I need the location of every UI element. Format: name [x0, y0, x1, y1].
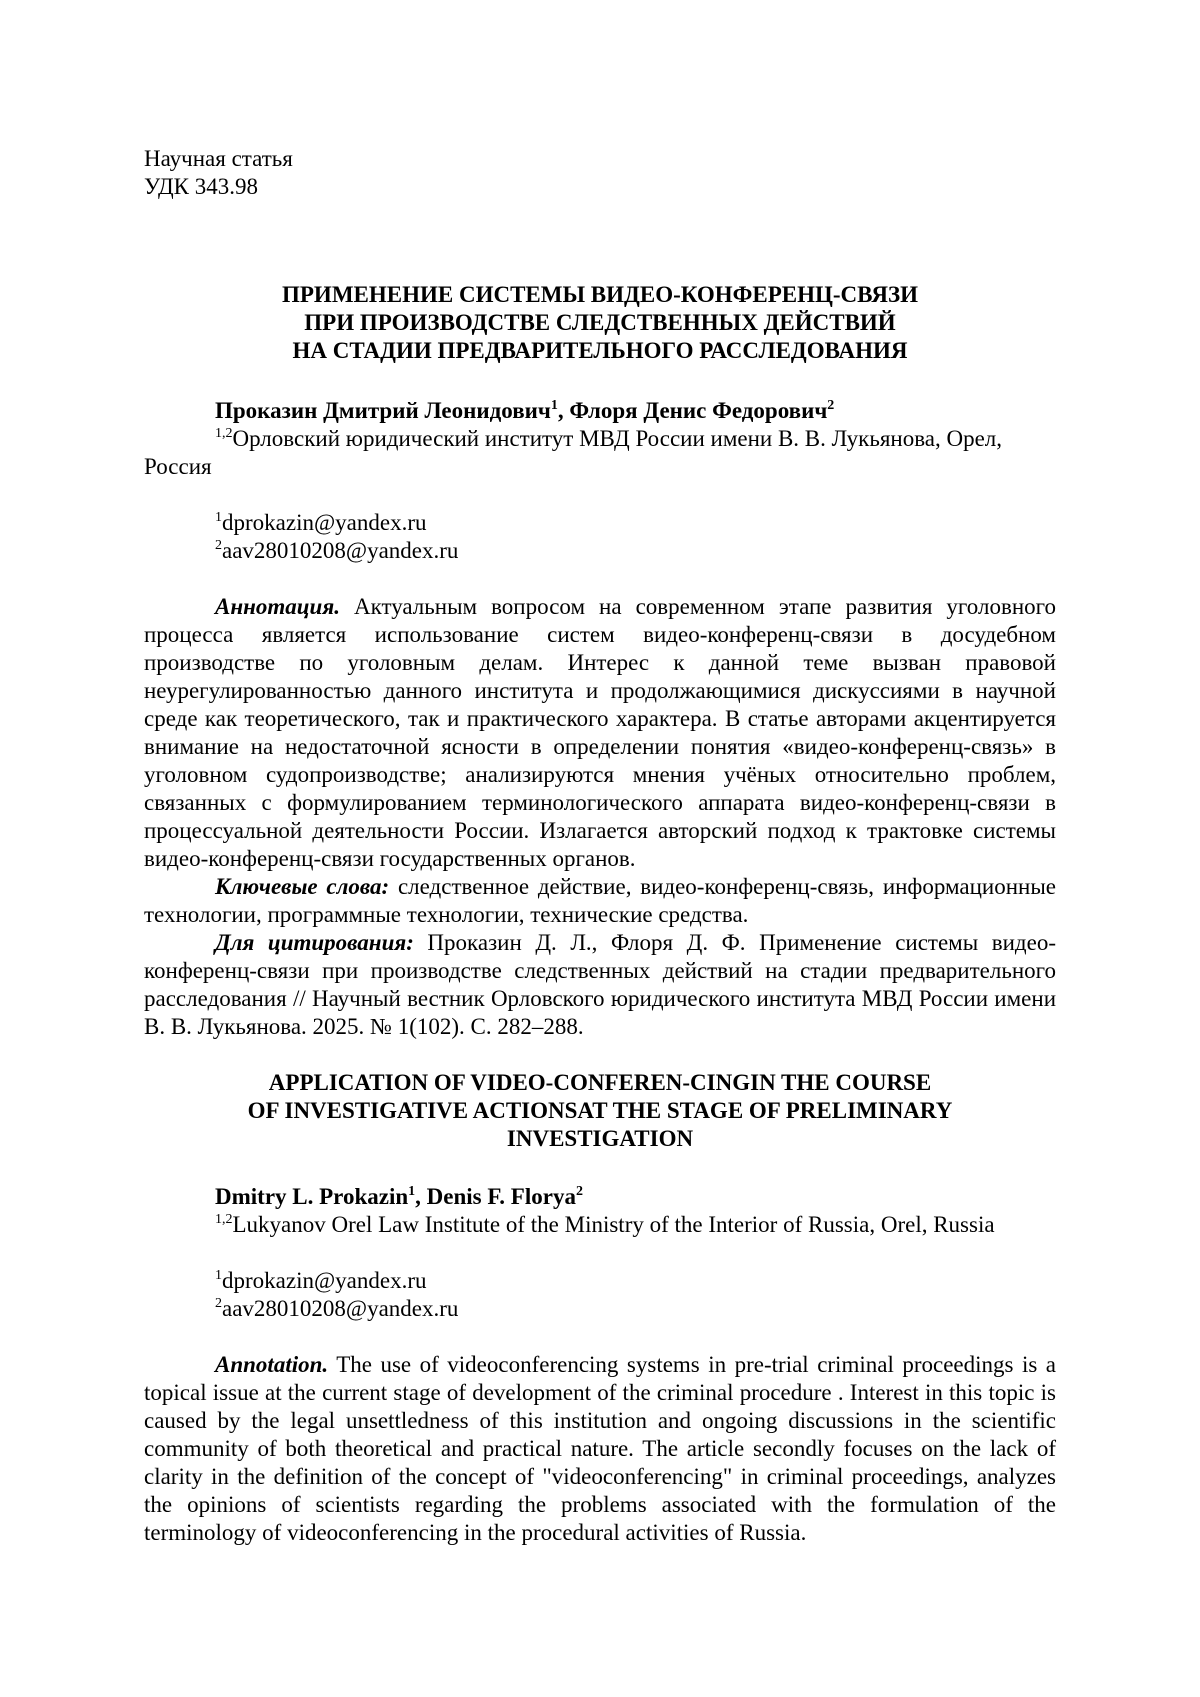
email-link[interactable]: dprokazin@yandex.ru: [222, 1268, 427, 1293]
email-sup: 2: [215, 1296, 222, 1311]
email-link[interactable]: aav28010208@yandex.ru: [222, 538, 459, 563]
annotation-ru: [144, 593, 1056, 873]
author-sup: 1: [550, 398, 558, 413]
email-link[interactable]: dprokazin@yandex.ru: [222, 510, 427, 535]
author-sup: 2: [575, 1184, 583, 1199]
affiliation-sup: 1,2: [215, 1212, 233, 1227]
citation-text: Проказин Д. Л., Флоря Д. Ф. Применение системы видео-конференц-связи при производстве следственных действий на стадии предварительного расследования // Научный вестник Орловского юридического института МВД России имени В. В. Лукьянова. 2025. № 1(102). С. 282–288.: [144, 930, 1056, 1039]
udk-code: УДК 343.98: [144, 174, 258, 199]
annotation-text: The use of videoconferencing systems in pre-trial criminal proceedings is a topical issue at the current stage of development of the criminal procedure . Interest in this topic is caused by the legal unsettledness of this institution and ongoing discussions in the scientific community of both theoretical and practical nature. The article secondly focuses on the lack of clarity in the definition of the concept of "videoconferencing" in criminal proceedings, analyzes the opinions of scientists regarding the problems associated with the formulation of the terminology of videoconferencing in the procedural activities of Russia.: [144, 1352, 1056, 1545]
email-link[interactable]: aav28010208@yandex.ru: [222, 1296, 459, 1321]
title-ru: [144, 281, 1056, 365]
affiliation-en: [144, 1211, 1056, 1239]
citation-ru: [144, 929, 1056, 1041]
affiliation-ru: [144, 425, 1056, 481]
affiliation-sup: 1,2: [215, 426, 233, 441]
author-sup: 1: [408, 1184, 416, 1199]
keywords-ru: [144, 873, 1056, 929]
affiliation-text: Lukyanov Orel Law Institute of the Ministry of the Interior of Russia, Orel, Russia: [232, 1212, 995, 1237]
email-line: [215, 1267, 1056, 1295]
author-separator: ,: [415, 1184, 427, 1209]
email-sup: 1: [215, 1268, 222, 1283]
email-line: [215, 1295, 1056, 1323]
authors-en: [144, 1183, 1056, 1211]
article-meta: [144, 145, 1056, 201]
annotation-label: Annotation.: [215, 1352, 329, 1377]
emails-ru: [144, 509, 1056, 565]
email-sup: 2: [215, 538, 222, 553]
title-en-line: OF INVESTIGATIVE ACTIONSAT THE STAGE OF PRELIMINARY: [247, 1098, 953, 1123]
authors-ru: [144, 397, 1056, 425]
annotation-text: Актуальным вопросом на современном этапе развития уголовного процесса является использование систем видео-конференц-связи в досудебном производстве по уголовным делам. Интерес к данной теме вызван правовой неурегулированностью данного института и продолжающимися дискуссиями в научной среде как теоретического, так и практического характера. В статье авторами акцентируется внимание на недостаточной ясности в определении понятия «видео-конференц-связь» в уголовном судопроизводстве; анализируются мнения учёных относительно проблем, связанных с формулированием терминологического аппарата видео-конференц-связи в процессуальной деятельности России. Излагается авторский подход к трактовке системы видео-конференц-связи государственных органов.: [144, 594, 1056, 871]
author-name: Флоря Денис Федорович: [569, 398, 828, 423]
title-ru-line: НА СТАДИИ ПРЕДВАРИТЕЛЬНОГО РАССЛЕДОВАНИЯ: [292, 338, 908, 363]
author-separator: ,: [557, 398, 570, 423]
author-name: Denis F. Florya: [426, 1184, 576, 1209]
title-ru-line: ПРИМЕНЕНИЕ СИСТЕМЫ ВИДЕО-КОНФЕРЕНЦ-СВЯЗИ: [281, 282, 918, 307]
affiliation-text: Орловский юридический институт МВД России имени В. В. Лукьянова, Орел, Россия: [144, 426, 1003, 479]
author-name: Проказин Дмитрий Леонидович: [215, 398, 551, 423]
email-line: [215, 537, 1056, 565]
email-sup: 1: [215, 510, 222, 525]
keywords-label: Ключевые слова:: [215, 874, 390, 899]
annotation-label: Аннотация.: [215, 594, 340, 619]
article-type: Научная статья: [144, 146, 293, 171]
annotation-en: [144, 1351, 1056, 1547]
keywords-text: следственное действие, видео-конференц-связь, информационные технологии, программные технологии, технические средства.: [144, 874, 1056, 927]
emails-en: [144, 1267, 1056, 1323]
author-name: Dmitry L. Prokazin: [215, 1184, 409, 1209]
citation-label: Для цитирования:: [215, 930, 414, 955]
title-en-line: INVESTIGATION: [506, 1126, 694, 1151]
title-ru-line: ПРИ ПРОИЗВОДСТВЕ СЛЕДСТВЕННЫХ ДЕЙСТВИЙ: [304, 310, 896, 335]
author-sup: 2: [827, 398, 835, 413]
title-en: [144, 1069, 1056, 1153]
title-en-line: APPLICATION OF VIDEO-CONFEREN-CINGIN THE COURSE: [268, 1070, 932, 1095]
email-line: [215, 509, 1056, 537]
